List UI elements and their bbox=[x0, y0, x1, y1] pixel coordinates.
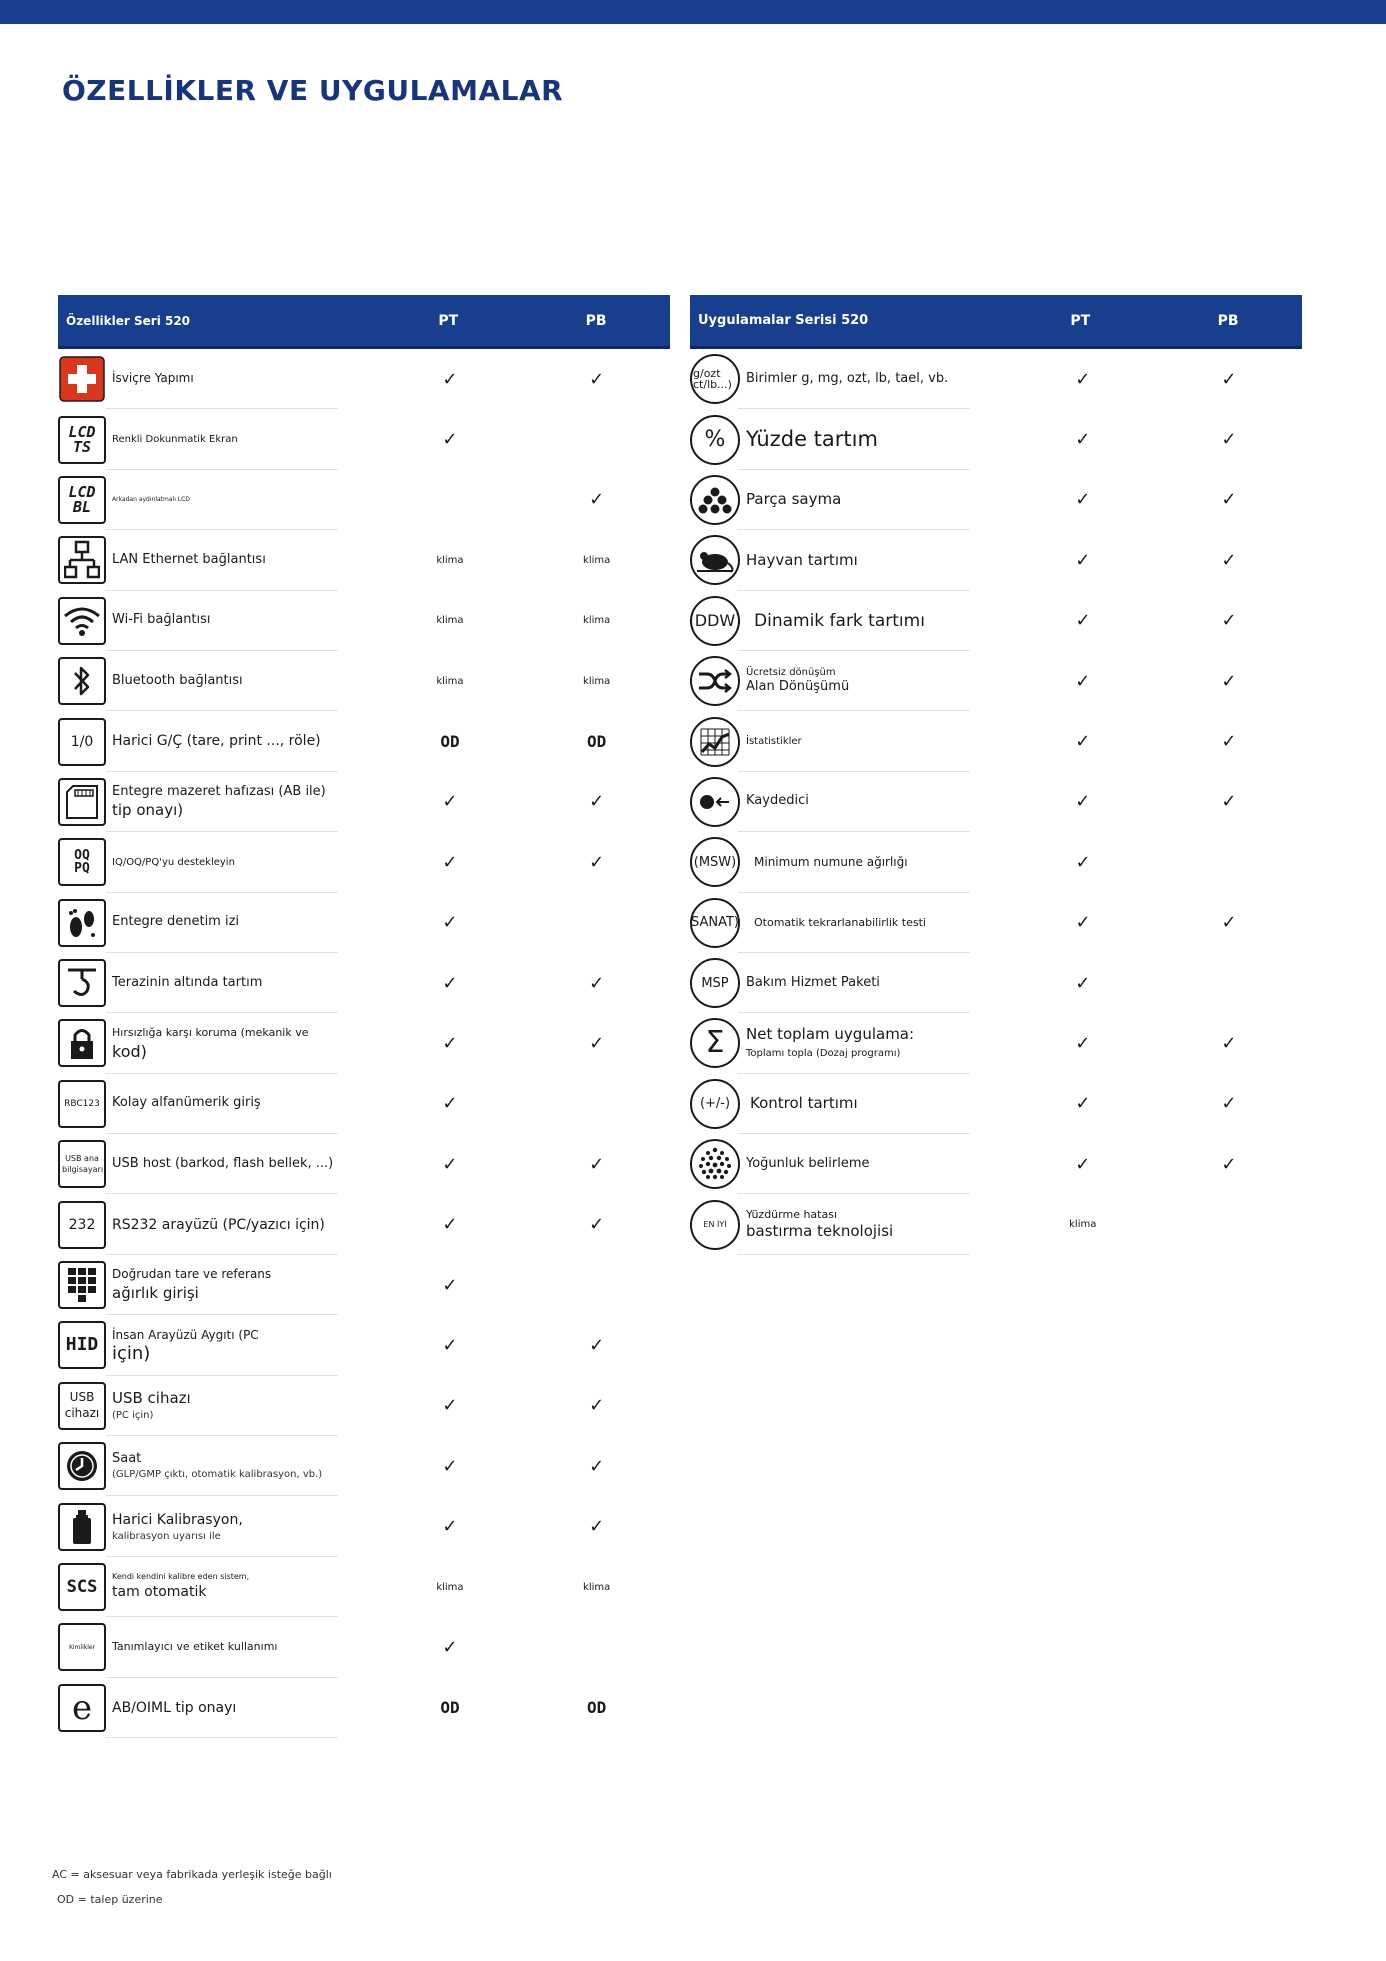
feature-label: Kendi kendini kalibre eden sistem, tam otomatik bbox=[112, 1572, 250, 1600]
pb-cell: ✓ bbox=[589, 1153, 605, 1175]
feature-label: USB host (barkod, flash bellek, ...) bbox=[112, 1155, 334, 1171]
table-row bbox=[690, 409, 1302, 469]
pb-cell: ✓ bbox=[1221, 670, 1237, 692]
table-row bbox=[58, 1013, 670, 1073]
feature-label: AB/OIML tip onayı bbox=[112, 1699, 237, 1716]
pt-cell: ✓ bbox=[1075, 972, 1091, 994]
table-row bbox=[58, 591, 670, 651]
application-label: Yoğunluk belirleme bbox=[746, 1155, 870, 1171]
abc123-icon: RBC123 bbox=[58, 1080, 106, 1128]
pt-cell: ✓ bbox=[1075, 489, 1091, 511]
feature-label: İsviçre Yapımı bbox=[112, 371, 194, 386]
feature-label: Saat (GLP/GMP çıktı, otomatik kalibrasyon, vb.) bbox=[112, 1451, 323, 1481]
page-title: ÖZELLİKLER VE UYGULAMALAR bbox=[62, 74, 564, 107]
pt-cell: ✓ bbox=[442, 1395, 458, 1417]
table-row bbox=[690, 772, 1302, 832]
padlock-icon bbox=[58, 1019, 106, 1067]
feature-label: Kolay alfanümerik giriş bbox=[112, 1095, 261, 1111]
table-row bbox=[690, 1194, 1302, 1254]
features-table bbox=[58, 295, 670, 1738]
pt-cell: ✓ bbox=[1075, 549, 1091, 571]
feature-label: Harici G/Ç (tare, print ..., röle) bbox=[112, 733, 321, 750]
application-label: Net toplam uygulama: Toplamı topla (Dozaj programı) bbox=[746, 1025, 915, 1059]
application-label: İstatistikler bbox=[746, 736, 802, 748]
table-row bbox=[58, 1496, 670, 1556]
pb-cell: ✓ bbox=[589, 1334, 605, 1356]
pb-cell: ✓ bbox=[1221, 791, 1237, 813]
table-row bbox=[58, 953, 670, 1013]
usb-host-icon: USB ana bilgisayarı bbox=[58, 1140, 106, 1188]
pt-cell: ✓ bbox=[442, 1334, 458, 1356]
applications-header-title: Uygulamalar Serisi 520 bbox=[698, 313, 869, 328]
table-row bbox=[58, 1255, 670, 1315]
top-brand-bar bbox=[0, 0, 1386, 24]
table-row bbox=[58, 1134, 670, 1194]
applications-table-header bbox=[690, 295, 1302, 349]
feature-label: Hırsızlığa karşı koruma (mekanik ve kod) bbox=[112, 1025, 309, 1061]
table-row bbox=[690, 953, 1302, 1013]
clock-icon bbox=[58, 1442, 106, 1490]
bluetooth-icon bbox=[58, 657, 106, 705]
table-row bbox=[690, 1013, 1302, 1073]
application-label: Bakım Hizmet Paketi bbox=[746, 974, 880, 990]
pt-cell: ✓ bbox=[442, 912, 458, 934]
features-header-pb: PB bbox=[585, 312, 607, 329]
table-row bbox=[690, 530, 1302, 590]
applications-table bbox=[690, 295, 1302, 1255]
application-label: Birimler g, mg, ozt, lb, tael, vb. bbox=[746, 370, 949, 386]
pt-cell: ✓ bbox=[1075, 912, 1091, 934]
sanat-icon: SANAT) bbox=[690, 898, 740, 948]
wifi-icon bbox=[58, 597, 106, 645]
best-icon: EN İYİ bbox=[690, 1200, 740, 1250]
pt-cell: OD bbox=[440, 732, 460, 752]
pb-cell: ✓ bbox=[1221, 489, 1237, 511]
identifier-icon: Kimlikler bbox=[58, 1623, 106, 1671]
pb-cell: klima bbox=[583, 615, 611, 627]
feature-label: Harici Kalibrasyon, kalibrasyon uyarısı ile bbox=[112, 1511, 243, 1542]
table-row bbox=[58, 1074, 670, 1134]
pt-cell: ✓ bbox=[442, 1153, 458, 1175]
application-label: Yüzdürme hatası bastırma teknolojisi bbox=[746, 1207, 894, 1240]
below-balance-hook-icon bbox=[58, 959, 106, 1007]
features-header-title: Özellikler Seri 520 bbox=[66, 313, 191, 328]
application-label: Hayvan tartımı bbox=[746, 550, 858, 569]
animal-mouse-icon bbox=[690, 535, 740, 585]
table-row bbox=[58, 409, 670, 469]
feature-label: Entegre denetim izi bbox=[112, 914, 240, 930]
pb-cell: OD bbox=[587, 732, 607, 752]
hid-icon: HID bbox=[58, 1321, 106, 1369]
pt-cell: ✓ bbox=[1075, 851, 1091, 873]
applications-header-pb: PB bbox=[1217, 312, 1239, 329]
rs232-icon: 232 bbox=[58, 1201, 106, 1249]
application-label: Otomatik tekrarlanabilirlik testi bbox=[754, 915, 926, 929]
footer-note-ac: AC = aksesuar veya fabrikada yerleşik isteğe bağlı bbox=[52, 1868, 332, 1881]
pt-cell: klima bbox=[436, 675, 464, 687]
calibration-weight-icon bbox=[58, 1503, 106, 1551]
pt-cell: ✓ bbox=[1075, 1032, 1091, 1054]
feature-label: Wi-Fi bağlantısı bbox=[112, 612, 211, 628]
pt-cell: ✓ bbox=[442, 972, 458, 994]
pt-cell: ✓ bbox=[442, 1214, 458, 1236]
table-row bbox=[690, 1134, 1302, 1194]
footer-note-od: OD = talep üzerine bbox=[57, 1893, 163, 1906]
pb-cell: ✓ bbox=[589, 489, 605, 511]
table-row bbox=[690, 651, 1302, 711]
units-icon: g/ozt ct/lb...) bbox=[690, 354, 740, 404]
pb-cell: ✓ bbox=[589, 1516, 605, 1538]
pb-cell: ✓ bbox=[1221, 1093, 1237, 1115]
feature-label: IQ/OQ/PQ'yu destekleyin bbox=[112, 856, 235, 868]
table-row bbox=[58, 1436, 670, 1496]
pt-cell: ✓ bbox=[442, 791, 458, 813]
pt-cell: ✓ bbox=[442, 1032, 458, 1054]
application-label: Parça sayma bbox=[746, 490, 842, 509]
table-row bbox=[58, 1678, 670, 1738]
pt-cell: klima bbox=[1069, 1219, 1097, 1231]
lcd-bl-icon: LCD BL bbox=[58, 476, 106, 524]
pb-cell: ✓ bbox=[589, 791, 605, 813]
table-row bbox=[58, 1315, 670, 1375]
footprint-icon bbox=[58, 899, 106, 947]
pb-cell: ✓ bbox=[1221, 368, 1237, 390]
feature-label: RS232 arayüzü (PC/yazıcı için) bbox=[112, 1216, 325, 1233]
pb-cell: ✓ bbox=[1221, 1153, 1237, 1175]
table-row bbox=[58, 530, 670, 590]
pt-cell: ✓ bbox=[1075, 670, 1091, 692]
pb-cell: klima bbox=[583, 675, 611, 687]
features-table-header bbox=[58, 295, 670, 349]
pt-cell: ✓ bbox=[1075, 731, 1091, 753]
table-row bbox=[690, 349, 1302, 409]
pt-cell: ✓ bbox=[442, 1455, 458, 1477]
feature-label: Tanımlayıcı ve etiket kullanımı bbox=[112, 1640, 278, 1654]
feature-label: Renkli Dokunmatik Ekran bbox=[112, 434, 238, 446]
table-row bbox=[58, 1194, 670, 1254]
application-label: Ücretsiz dönüşüm Alan Dönüşümü bbox=[746, 667, 850, 695]
pb-cell: ✓ bbox=[589, 851, 605, 873]
pt-cell: klima bbox=[436, 615, 464, 627]
feature-label: Arkadan aydınlatmalı LCD bbox=[112, 496, 190, 504]
pb-cell: ✓ bbox=[1221, 610, 1237, 632]
parts-count-icon bbox=[690, 475, 740, 525]
pb-cell: klima bbox=[583, 1581, 611, 1593]
memory-card-icon bbox=[58, 778, 106, 826]
percent-icon: % bbox=[690, 415, 740, 465]
table-row bbox=[58, 772, 670, 832]
table-row bbox=[58, 711, 670, 771]
pb-cell: ✓ bbox=[1221, 549, 1237, 571]
scs-icon: SCS bbox=[58, 1563, 106, 1611]
application-label: Minimum numune ağırlığı bbox=[754, 854, 908, 869]
pb-cell: ✓ bbox=[1221, 912, 1237, 934]
pb-cell: OD bbox=[587, 1698, 607, 1718]
feature-label: USB cihazı (PC için) bbox=[112, 1389, 191, 1422]
table-row bbox=[690, 711, 1302, 771]
table-row bbox=[58, 349, 670, 409]
feature-label: Doğrudan tare ve referans ağırlık girişi bbox=[112, 1266, 272, 1302]
pt-cell: ✓ bbox=[1075, 1153, 1091, 1175]
pt-cell: ✓ bbox=[1075, 368, 1091, 390]
pt-cell: klima bbox=[436, 1581, 464, 1593]
table-row bbox=[690, 470, 1302, 530]
pb-cell: klima bbox=[583, 554, 611, 566]
shuffle-conversion-icon bbox=[690, 656, 740, 706]
lcd-ts-icon: LCD TS bbox=[58, 416, 106, 464]
check-weighing-icon: (+/-) bbox=[690, 1079, 740, 1129]
pb-cell: ✓ bbox=[1221, 429, 1237, 451]
application-label: Dinamik fark tartımı bbox=[754, 610, 925, 631]
pb-cell: ✓ bbox=[589, 1395, 605, 1417]
feature-label: Terazinin altında tartım bbox=[112, 974, 263, 990]
table-row bbox=[58, 470, 670, 530]
applications-header-pt: PT bbox=[1070, 312, 1091, 329]
feature-label: LAN Ethernet bağlantısı bbox=[112, 551, 266, 567]
table-row bbox=[58, 893, 670, 953]
feature-label: İnsan Arayüzü Aygıtı (PC için) bbox=[112, 1328, 259, 1364]
table-row bbox=[690, 832, 1302, 892]
pt-cell: ✓ bbox=[442, 1636, 458, 1658]
pt-cell: ✓ bbox=[1075, 429, 1091, 451]
table-row bbox=[58, 651, 670, 711]
feature-label: Bluetooth bağlantısı bbox=[112, 672, 243, 688]
application-label: Kaydedici bbox=[746, 793, 809, 809]
recorder-icon bbox=[690, 777, 740, 827]
oq-pq-icon: OQ PQ bbox=[58, 838, 106, 886]
pb-cell: ✓ bbox=[589, 368, 605, 390]
pt-cell: ✓ bbox=[1075, 1093, 1091, 1115]
lan-network-icon bbox=[58, 536, 106, 584]
msp-icon: MSP bbox=[690, 958, 740, 1008]
pb-cell: ✓ bbox=[589, 1455, 605, 1477]
application-label: Kontrol tartımı bbox=[750, 1094, 858, 1113]
density-icon bbox=[690, 1139, 740, 1189]
sigma-icon: Σ bbox=[690, 1018, 740, 1068]
pt-cell: ✓ bbox=[442, 1274, 458, 1296]
pt-cell: ✓ bbox=[442, 851, 458, 873]
table-row bbox=[58, 1617, 670, 1677]
usb-device-icon: USB cihazı bbox=[58, 1382, 106, 1430]
pb-cell: ✓ bbox=[589, 972, 605, 994]
table-row bbox=[690, 1074, 1302, 1134]
statistics-chart-icon bbox=[690, 717, 740, 767]
keypad-icon bbox=[58, 1261, 106, 1309]
application-label: Yüzde tartım bbox=[746, 426, 878, 451]
e-approval-icon: e bbox=[58, 1684, 106, 1732]
pt-cell: ✓ bbox=[442, 429, 458, 451]
pb-cell: ✓ bbox=[1221, 731, 1237, 753]
pt-cell: ✓ bbox=[1075, 791, 1091, 813]
pb-cell: ✓ bbox=[1221, 1032, 1237, 1054]
features-header-pt: PT bbox=[438, 312, 459, 329]
msw-icon: (MSW) bbox=[690, 837, 740, 887]
table-row bbox=[690, 893, 1302, 953]
ddw-icon: (DDW) bbox=[690, 596, 740, 646]
pt-cell: klima bbox=[436, 554, 464, 566]
swiss-cross-icon bbox=[58, 355, 106, 403]
pt-cell: ✓ bbox=[442, 1516, 458, 1538]
table-row bbox=[58, 832, 670, 892]
table-row bbox=[690, 591, 1302, 651]
pt-cell: ✓ bbox=[442, 368, 458, 390]
pt-cell: ✓ bbox=[1075, 610, 1091, 632]
table-row bbox=[58, 1557, 670, 1617]
pb-cell: ✓ bbox=[589, 1214, 605, 1236]
table-row bbox=[58, 1376, 670, 1436]
pt-cell: ✓ bbox=[442, 1093, 458, 1115]
io-icon: 1/0 bbox=[58, 718, 106, 766]
feature-label: Entegre mazeret hafızası (AB ile) tip onayı) bbox=[112, 783, 326, 819]
pt-cell: OD bbox=[440, 1698, 460, 1718]
pb-cell: ✓ bbox=[589, 1032, 605, 1054]
